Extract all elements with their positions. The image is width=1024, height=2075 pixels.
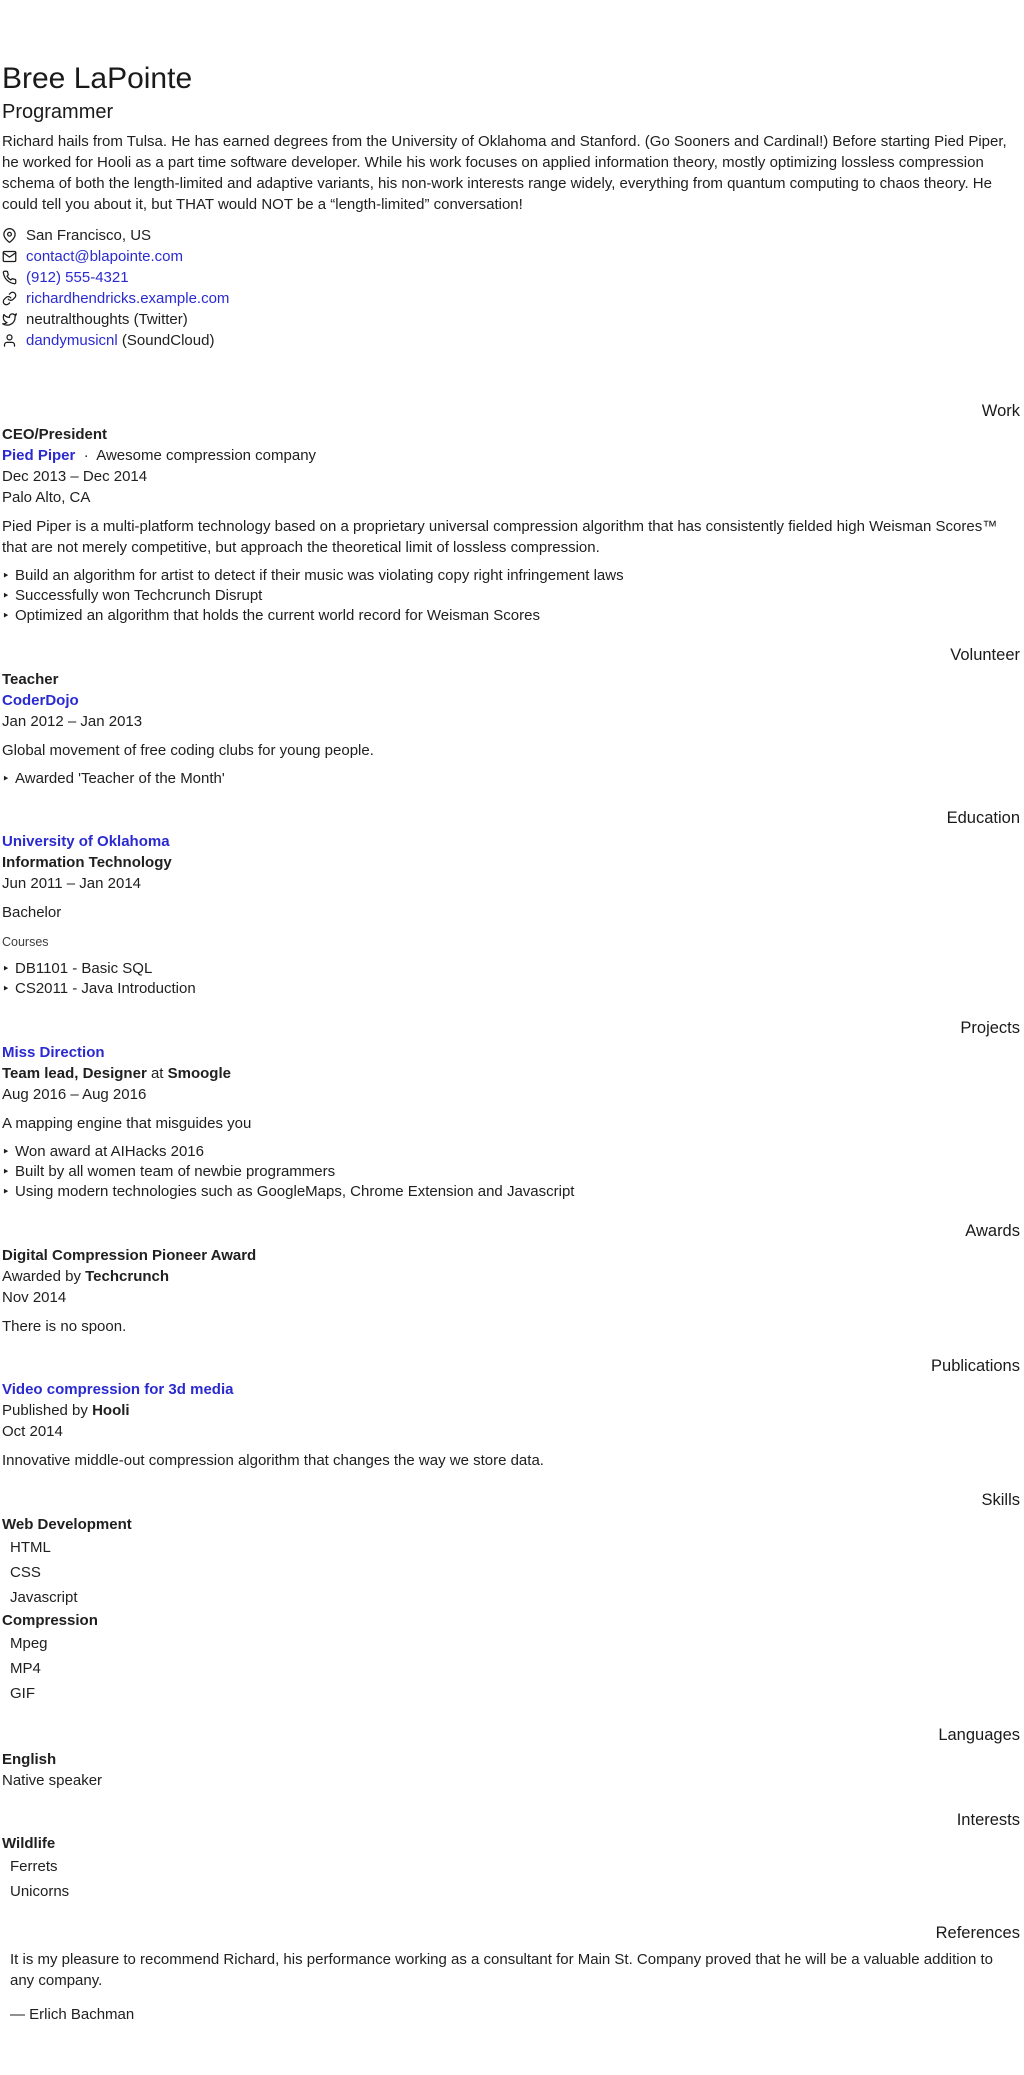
education-dates: Jun 2011 – Jan 2014 bbox=[2, 875, 142, 893]
volunteer-highlights bbox=[2, 769, 1020, 789]
twitter-icon bbox=[2, 312, 17, 327]
education-courses-label: Courses bbox=[2, 935, 49, 950]
section-heading-education: Education bbox=[946, 808, 1020, 827]
reference-quote: It is my pleasure to recommend Richard, his performance working as a consultant for Main St. Company proved that he will be a valuable addition to any company. bbox=[10, 1950, 993, 1989]
publication-publisher: Hooli bbox=[92, 1402, 130, 1420]
project-roles-line bbox=[2, 1063, 1020, 1084]
contact-phone-link[interactable]: (912) 555-4321 bbox=[26, 268, 129, 286]
volunteer-org-line bbox=[2, 690, 1020, 711]
award-title: Digital Compression Pioneer Award bbox=[2, 1246, 257, 1264]
mail-icon bbox=[2, 249, 17, 264]
skill-item: Javascript bbox=[10, 1588, 78, 1606]
section-skills bbox=[2, 1490, 1020, 1706]
work-highlight: ‣ Build an algorithm for artist to detect if their music was violating copy right infringement laws bbox=[2, 566, 1020, 586]
section-heading-publications: Publications bbox=[931, 1356, 1020, 1375]
volunteer-organization-link[interactable]: CoderDojo bbox=[2, 691, 79, 709]
contact-website-link[interactable]: richardhendricks.example.com bbox=[26, 289, 230, 307]
project-description: A mapping engine that misguides you bbox=[2, 1115, 252, 1132]
work-position: CEO/President bbox=[2, 426, 108, 444]
publication-publisher-line bbox=[2, 1400, 1020, 1421]
publication-date: Oct 2014 bbox=[2, 1423, 63, 1441]
page-subtitle: Programmer bbox=[2, 100, 114, 123]
award-awarded-by-label: Awarded by bbox=[2, 1267, 81, 1285]
section-references bbox=[2, 1923, 1020, 2025]
skill-group-name: Web Development bbox=[2, 1515, 132, 1533]
section-heading-references: References bbox=[935, 1924, 1020, 1943]
skill-group-name: Compression bbox=[2, 1611, 98, 1629]
work-summary: Pied Piper is a multi-platform technology based on a proprietary universal compression algorithm that has consistently fielded high Weisman Scores™ that are not merely competitive, but approach the theoretical limit of lossless compression. bbox=[2, 518, 998, 557]
publication-published-by-label: Published by bbox=[2, 1402, 88, 1420]
work-highlights bbox=[2, 566, 1020, 626]
skill-group bbox=[2, 1514, 1020, 1610]
section-heading-projects: Projects bbox=[960, 1019, 1020, 1038]
skill-group bbox=[2, 1610, 1020, 1706]
interest-keyword: Unicorns bbox=[10, 1883, 70, 1901]
project-dates: Aug 2016 – Aug 2016 bbox=[2, 1086, 147, 1103]
page-title: Bree LaPointe bbox=[2, 62, 193, 95]
education-institution-link[interactable]: University of Oklahoma bbox=[2, 833, 170, 851]
contact-phone bbox=[2, 267, 1020, 288]
volunteer-highlight: ‣ Awarded 'Teacher of the Month' bbox=[2, 769, 1020, 789]
section-projects bbox=[2, 1018, 1020, 1202]
contact-twitter bbox=[2, 309, 1020, 330]
section-volunteer bbox=[2, 645, 1020, 789]
contact-email-link[interactable]: contact@blapointe.com bbox=[26, 247, 183, 265]
award-summary: There is no spoon. bbox=[2, 1317, 127, 1335]
section-heading-volunteer: Volunteer bbox=[950, 646, 1020, 665]
soundcloud-handle-link[interactable]: dandymusicnl bbox=[26, 331, 118, 349]
work-highlight: ‣ Successfully won Techcrunch Disrupt bbox=[2, 586, 1020, 606]
spacer bbox=[2, 351, 1020, 401]
skill-item: Mpeg bbox=[10, 1634, 48, 1652]
contact-soundcloud bbox=[2, 330, 1020, 351]
phone-icon bbox=[2, 270, 17, 285]
project-roles: Team lead, Designer bbox=[2, 1065, 147, 1082]
publication-summary: Innovative middle-out compression algorithm that changes the way we store data. bbox=[2, 1452, 544, 1470]
user-icon bbox=[2, 333, 17, 348]
volunteer-summary: Global movement of free coding clubs for young people. bbox=[2, 741, 374, 759]
project-highlight: ‣ Won award at AIHacks 2016 bbox=[2, 1142, 1020, 1162]
work-company-link[interactable]: Pied Piper bbox=[2, 447, 76, 465]
section-work bbox=[2, 401, 1020, 627]
section-heading-work: Work bbox=[981, 401, 1020, 420]
contact-website bbox=[2, 288, 1020, 309]
summary-text: Richard hails from Tulsa. He has earned degrees from the University of Oklahoma and Stanford. (Go Sooners and Cardinal!) Before starting Pied Piper, he worked for Hooli as a part time software developer. While his work focuses on applied information theory, mostly optimizing lossless compression schema of both the length-limited and adaptive variants, his non-work interests range widely, everything from quantum computing to chaos theory. He could tell you about it, but THAT would NOT be a “length-limited” conversation! bbox=[2, 132, 1007, 213]
link-icon bbox=[2, 291, 17, 306]
contact-list bbox=[2, 225, 1020, 351]
education-course: ‣ CS2011 - Java Introduction bbox=[2, 979, 1020, 999]
section-interests bbox=[2, 1810, 1020, 1905]
work-highlight: ‣ Optimized an algorithm that holds the current world record for Weisman Scores bbox=[2, 606, 1020, 626]
skill-item: MP4 bbox=[10, 1659, 41, 1677]
project-highlight: ‣ Using modern technologies such as GoogleMaps, Chrome Extension and Javascript bbox=[2, 1182, 1020, 1202]
twitter-network-label: (Twitter) bbox=[133, 310, 188, 328]
education-courses bbox=[2, 959, 1020, 999]
skill-item: HTML bbox=[10, 1538, 51, 1556]
interest-keyword: Ferrets bbox=[10, 1858, 58, 1876]
work-dates: Dec 2013 – Dec 2014 bbox=[2, 468, 148, 486]
publication-name-line bbox=[2, 1379, 1020, 1400]
award-awarder-line bbox=[2, 1266, 1020, 1287]
volunteer-dates: Jan 2012 – Jan 2013 bbox=[2, 712, 143, 730]
section-heading-awards: Awards bbox=[965, 1222, 1020, 1240]
section-heading-interests: Interests bbox=[956, 1810, 1020, 1829]
education-institution-line bbox=[2, 831, 1020, 852]
project-name-line bbox=[2, 1042, 1020, 1063]
contact-twitter-text bbox=[26, 309, 188, 330]
project-highlight: ‣ Built by all women team of newbie programmers bbox=[2, 1162, 1020, 1182]
education-study-type: Bachelor bbox=[2, 904, 62, 922]
twitter-handle: neutralthoughts bbox=[26, 310, 130, 328]
section-languages bbox=[2, 1725, 1020, 1791]
section-education bbox=[2, 808, 1020, 1000]
work-company-description: Awesome compression company bbox=[96, 447, 317, 465]
award-date: Nov 2014 bbox=[2, 1288, 67, 1306]
contact-location-text: San Francisco, US bbox=[26, 226, 152, 244]
section-publications bbox=[2, 1356, 1020, 1472]
section-heading-languages: Languages bbox=[938, 1725, 1020, 1744]
contact-location bbox=[2, 225, 1020, 246]
project-highlights bbox=[2, 1142, 1020, 1202]
publication-name-link[interactable]: Video compression for 3d media bbox=[2, 1381, 234, 1399]
language-fluency: Native speaker bbox=[2, 1771, 103, 1789]
reference-name: — Erlich Bachman bbox=[10, 2005, 135, 2023]
skill-item: CSS bbox=[10, 1563, 41, 1581]
education-area: Information Technology bbox=[2, 854, 172, 872]
volunteer-position: Teacher bbox=[2, 670, 59, 688]
soundcloud-network-label: (SoundCloud) bbox=[121, 331, 215, 349]
work-location: Palo Alto, CA bbox=[2, 489, 91, 507]
skill-item: GIF bbox=[10, 1684, 35, 1702]
map-pin-icon bbox=[2, 228, 17, 243]
award-awarder: Techcrunch bbox=[85, 1267, 170, 1285]
work-company-line bbox=[2, 445, 1020, 466]
project-name-link[interactable]: Miss Direction bbox=[2, 1044, 105, 1061]
contact-email bbox=[2, 246, 1020, 267]
education-course: ‣ DB1101 - Basic SQL bbox=[2, 959, 1020, 979]
interest-name: Wildlife bbox=[2, 1835, 56, 1853]
separator-dot: · bbox=[83, 447, 89, 465]
project-at-label: at bbox=[150, 1065, 164, 1082]
project-entity: Smoogle bbox=[167, 1065, 231, 1082]
section-heading-skills: Skills bbox=[981, 1491, 1020, 1510]
section-awards bbox=[2, 1221, 1020, 1337]
language-name: English bbox=[2, 1750, 57, 1768]
contact-soundcloud-text bbox=[26, 330, 214, 351]
resume-header bbox=[2, 62, 1020, 351]
